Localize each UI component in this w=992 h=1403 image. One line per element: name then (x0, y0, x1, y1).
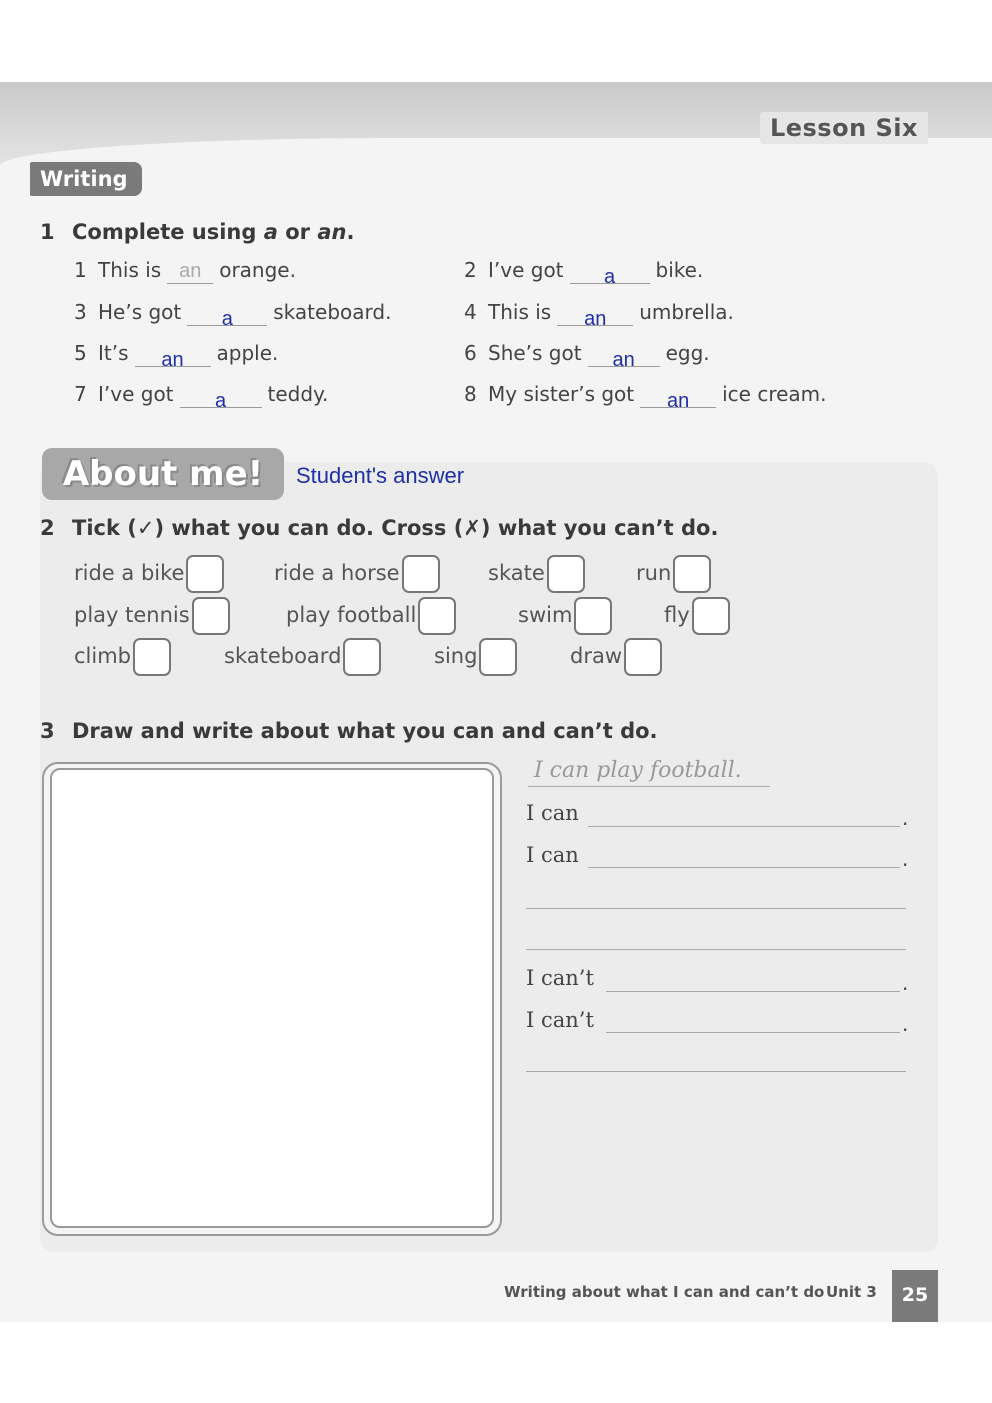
answer-text: a (221, 308, 233, 330)
cant-label: I can’t (526, 1008, 594, 1032)
tick-box[interactable] (692, 597, 730, 635)
writing-line[interactable] (526, 949, 906, 950)
tick-box[interactable] (547, 555, 585, 593)
item-number: 4 (464, 300, 477, 324)
answer-blank[interactable] (557, 300, 633, 330)
item-text-before: She’s got (488, 341, 582, 365)
answer-blank[interactable] (135, 341, 211, 371)
instruction-dot: . (346, 220, 355, 244)
item-number: 2 (464, 258, 477, 282)
writing-line[interactable] (526, 1071, 906, 1072)
writing-line[interactable] (606, 1032, 900, 1033)
exercise-1-item (464, 258, 704, 288)
exercise-1-heading (40, 220, 354, 244)
exercise-number: 2 (40, 516, 55, 540)
activity-label: draw (570, 644, 623, 668)
item-text-before: This is (98, 258, 162, 282)
activity-item (74, 555, 224, 593)
activity-item (518, 597, 612, 635)
activity-label: play football (286, 603, 417, 627)
line-end-dot: . (902, 1012, 909, 1036)
footer-unit: Unit 3 (826, 1283, 877, 1301)
instruction-a: a (263, 220, 278, 244)
exercise-number: 1 (40, 220, 55, 244)
instruction-text: Draw and write about what you can and can’t do. (72, 719, 658, 743)
tick-box[interactable] (402, 555, 440, 593)
activity-label: climb (74, 644, 132, 668)
activity-label: fly (664, 603, 690, 627)
item-text-after: apple. (216, 341, 279, 365)
tick-box[interactable] (479, 638, 517, 676)
exercise-1-item (464, 300, 734, 330)
student-answer-note: Student's answer (296, 463, 465, 488)
about-me-tag: About me! (42, 448, 284, 500)
activity-item (664, 597, 730, 635)
answer-blank[interactable] (570, 258, 650, 288)
activity-item (74, 597, 230, 635)
activity-label: play tennis (74, 603, 190, 627)
item-text-before: He’s got (98, 300, 182, 324)
instruction-text: Complete using (72, 220, 264, 244)
activity-item (274, 555, 440, 593)
activity-label: ride a bike (74, 561, 185, 585)
item-text-after: teddy. (267, 382, 329, 406)
answer-text: a (214, 390, 227, 412)
activity-label: skateboard (224, 644, 342, 668)
exercise-2-heading (40, 516, 718, 540)
writing-line[interactable] (606, 991, 900, 992)
page-bottom-margin (0, 1322, 992, 1403)
answer-blank[interactable] (187, 300, 267, 330)
exercise-1-item (74, 382, 329, 412)
tick-box[interactable] (574, 597, 612, 635)
section-tab-writing: Writing (30, 162, 142, 196)
exercise-1-item (74, 258, 296, 284)
tick-box[interactable] (624, 638, 662, 676)
item-number: 3 (74, 300, 87, 324)
tick-box[interactable] (673, 555, 711, 593)
answer-text: an (612, 349, 635, 371)
tick-box[interactable] (186, 555, 224, 593)
tick-box[interactable] (192, 597, 230, 635)
item-text-before: I’ve got (98, 382, 174, 406)
activity-label: swim (518, 603, 573, 627)
item-text-after: bike. (655, 258, 704, 282)
drawing-area[interactable] (50, 768, 494, 1228)
item-number: 7 (74, 382, 87, 406)
item-number: 6 (464, 341, 477, 365)
exercise-1-item (74, 341, 279, 371)
answer-blank[interactable] (588, 341, 660, 371)
answer-text: an (161, 349, 184, 371)
exercise-number: 3 (40, 719, 55, 743)
example-line (528, 786, 770, 787)
instruction-an: an (317, 220, 347, 244)
instruction-text: Tick (✓) what you can do. Cross (✗) what you can’t do. (72, 516, 719, 540)
writing-line[interactable] (526, 908, 906, 909)
answer-text: an (179, 260, 202, 282)
answer-blank[interactable] (180, 382, 262, 412)
answer-text: an (584, 308, 607, 330)
line-end-dot: . (902, 806, 909, 830)
item-text-after: egg. (665, 341, 710, 365)
answer-blank[interactable] (640, 382, 716, 412)
exercise-1-item (74, 300, 392, 330)
item-text-before: It’s (98, 341, 129, 365)
writing-line[interactable] (588, 867, 900, 868)
activity-label: sing (434, 644, 478, 668)
tick-box[interactable] (343, 638, 381, 676)
can-label: I can (526, 843, 579, 867)
item-text-after: umbrella. (639, 300, 734, 324)
activity-item (636, 555, 711, 593)
exercise-1-item (464, 341, 710, 371)
item-text-after: orange. (219, 258, 296, 282)
activity-label: ride a horse (274, 561, 400, 585)
answer-text: a (603, 266, 616, 288)
item-number: 8 (464, 382, 477, 406)
answer-blank[interactable] (167, 258, 213, 284)
exercise-3-heading (40, 719, 658, 743)
header-banner-curve (0, 138, 992, 198)
page-number: 25 (892, 1270, 938, 1322)
answer-text: an (667, 390, 690, 412)
item-text-before: This is (488, 300, 552, 324)
activity-item (74, 638, 171, 676)
line-end-dot: . (902, 847, 909, 871)
page-top-margin (0, 0, 992, 82)
activity-item (570, 638, 662, 676)
tick-box[interactable] (418, 597, 456, 635)
exercise-1-item (464, 382, 827, 412)
can-label: I can (526, 801, 579, 825)
line-end-dot: . (902, 971, 909, 995)
example-sentence: I can play football. (534, 758, 742, 783)
instruction-or: or (277, 220, 318, 244)
footer-topic: Writing about what I can and can’t do (504, 1283, 825, 1301)
tick-box[interactable] (133, 638, 171, 676)
cant-label: I can’t (526, 966, 594, 990)
activity-label: skate (488, 561, 545, 585)
item-text-after: ice cream. (722, 382, 827, 406)
item-text-before: I’ve got (488, 258, 564, 282)
activity-item (224, 638, 381, 676)
item-number: 5 (74, 341, 87, 365)
activity-label: run (636, 561, 672, 585)
item-text-after: skateboard. (273, 300, 392, 324)
item-text-before: My sister’s got (488, 382, 635, 406)
activity-item (488, 555, 585, 593)
writing-line[interactable] (588, 826, 900, 827)
lesson-title: Lesson Six (760, 112, 928, 144)
item-number: 1 (74, 258, 87, 282)
activity-item (286, 597, 456, 635)
activity-item (434, 638, 517, 676)
